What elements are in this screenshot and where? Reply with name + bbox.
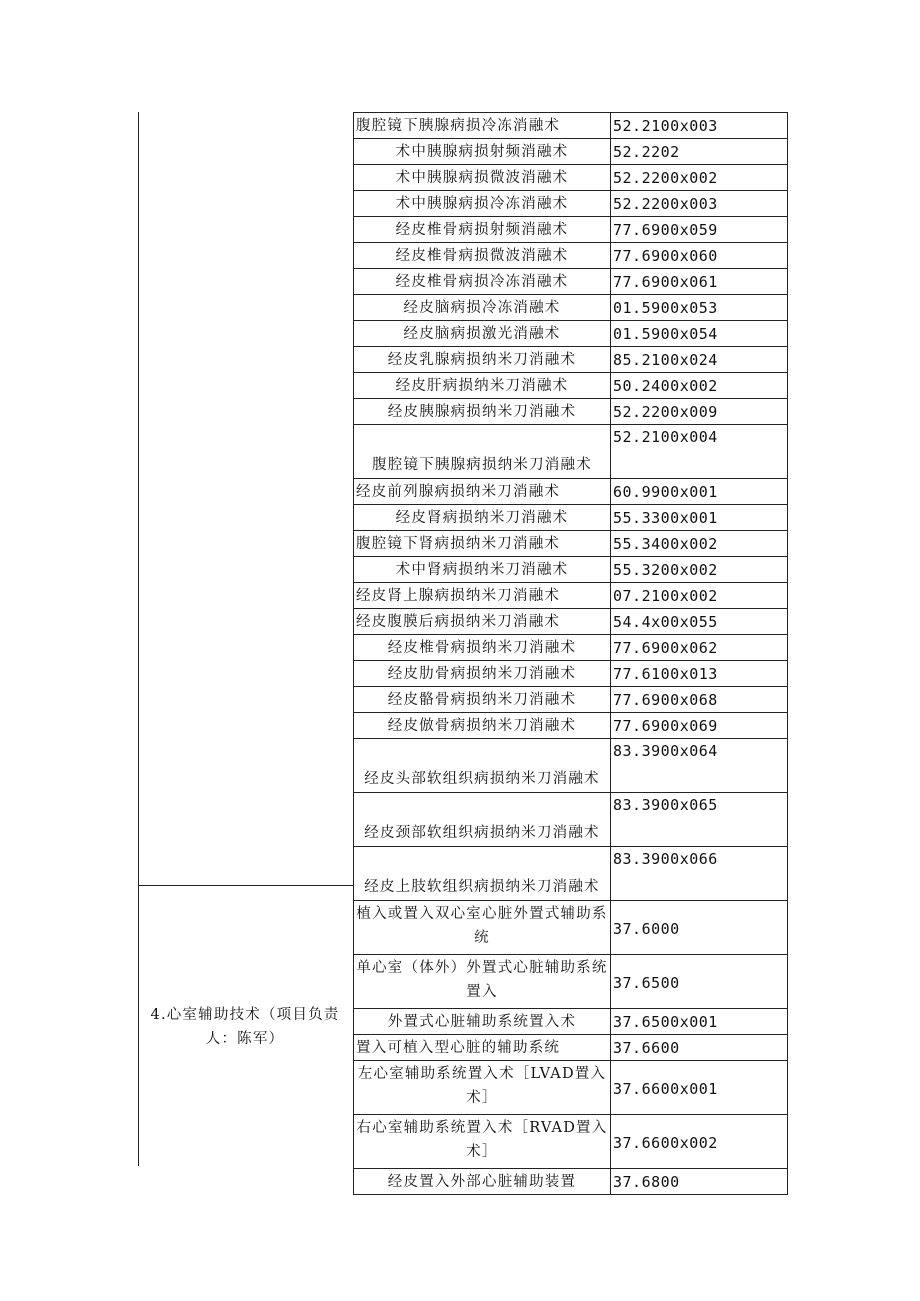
table-row bbox=[354, 425, 788, 479]
procedure-name: 经皮颈部软组织病损纳米刀消融术 bbox=[354, 793, 611, 847]
table-row bbox=[354, 269, 788, 295]
table-row bbox=[354, 191, 788, 217]
procedure-name: 经皮椎骨病损射频消融术 bbox=[354, 217, 611, 243]
procedure-name: 经皮上肢软组织病损纳米刀消融术 bbox=[354, 847, 611, 901]
procedure-code: 37.6800 bbox=[611, 1169, 788, 1195]
procedure-name: 经皮乳腺病损纳米刀消融术 bbox=[354, 347, 611, 373]
table-row bbox=[354, 295, 788, 321]
table-row bbox=[354, 479, 788, 505]
procedure-code: 01.5900x054 bbox=[611, 321, 788, 347]
procedure-name: 经皮脑病损激光消融术 bbox=[354, 321, 611, 347]
table-row bbox=[354, 1115, 788, 1169]
procedure-code: 50.2400x002 bbox=[611, 373, 788, 399]
procedure-code: 55.3200x002 bbox=[611, 557, 788, 583]
procedure-name: 经皮椎骨病损微波消融术 bbox=[354, 243, 611, 269]
procedure-name: 腹腔镜下胰腺病损冷冻消融术 bbox=[354, 113, 611, 139]
procedure-code: 77.6900x060 bbox=[611, 243, 788, 269]
procedure-name: 术中胰腺病损射频消融术 bbox=[354, 139, 611, 165]
procedure-code: 77.6900x068 bbox=[611, 687, 788, 713]
procedure-name: 外置式心脏辅助系统置入术 bbox=[354, 1009, 611, 1035]
table-row bbox=[354, 1009, 788, 1035]
procedure-code: 37.6600x002 bbox=[611, 1115, 788, 1169]
table-row bbox=[354, 793, 788, 847]
table-row bbox=[354, 1169, 788, 1195]
procedure-code: 77.6900x061 bbox=[611, 269, 788, 295]
table-row bbox=[354, 347, 788, 373]
procedure-code: 37.6500x001 bbox=[611, 1009, 788, 1035]
procedure-code: 52.2200x009 bbox=[611, 399, 788, 425]
table-row bbox=[354, 687, 788, 713]
procedure-name: 单心室（体外）外置式心脏辅助系统置入 bbox=[354, 955, 611, 1009]
table-row bbox=[354, 713, 788, 739]
procedure-name: 经皮倣骨病损纳米刀消融术 bbox=[354, 713, 611, 739]
table-row bbox=[354, 609, 788, 635]
table-row bbox=[354, 243, 788, 269]
procedure-name: 经皮胰腺病损纳米刀消融术 bbox=[354, 399, 611, 425]
procedure-code: 52.2202 bbox=[611, 139, 788, 165]
group-divider-line bbox=[138, 885, 353, 886]
procedure-code: 52.2200x002 bbox=[611, 165, 788, 191]
procedure-name: 经皮头部软组织病损纳米刀消融术 bbox=[354, 739, 611, 793]
procedure-table bbox=[353, 112, 788, 1195]
table-row bbox=[354, 583, 788, 609]
procedure-code: 83.3900x064 bbox=[611, 739, 788, 793]
procedure-code: 37.6000 bbox=[611, 901, 788, 955]
procedure-code: 77.6100x013 bbox=[611, 661, 788, 687]
table-row bbox=[354, 847, 788, 901]
procedure-code: 37.6600 bbox=[611, 1035, 788, 1061]
procedure-name: 腹腔镜下肾病损纳米刀消融术 bbox=[354, 531, 611, 557]
procedure-code: 83.3900x066 bbox=[611, 847, 788, 901]
procedure-name: 左心室辅助系统置入术［LVAD置入术］ bbox=[354, 1061, 611, 1115]
procedure-name: 经皮肝病损纳米刀消融术 bbox=[354, 373, 611, 399]
procedure-code: 77.6900x059 bbox=[611, 217, 788, 243]
procedure-name: 经皮置入外部心脏辅助装置 bbox=[354, 1169, 611, 1195]
project-group-label: 4.心室辅助技术（项目负责人：陈军） bbox=[150, 1007, 340, 1047]
procedure-code: 52.2200x003 bbox=[611, 191, 788, 217]
procedure-name: 术中胰腺病损冷冻消融术 bbox=[354, 191, 611, 217]
table-row bbox=[354, 1061, 788, 1115]
table-row bbox=[354, 1035, 788, 1061]
procedure-name: 经皮椎骨病损纳米刀消融术 bbox=[354, 635, 611, 661]
procedure-name: 术中肾病损纳米刀消融术 bbox=[354, 557, 611, 583]
table-row bbox=[354, 373, 788, 399]
table-row bbox=[354, 165, 788, 191]
procedure-code: 77.6900x062 bbox=[611, 635, 788, 661]
procedure-name: 腹腔镜下胰腺病损纳米刀消融术 bbox=[354, 425, 611, 479]
procedure-code: 54.4x00x055 bbox=[611, 609, 788, 635]
table-row bbox=[354, 217, 788, 243]
table-row bbox=[354, 505, 788, 531]
table-row bbox=[354, 739, 788, 793]
table-row bbox=[354, 635, 788, 661]
table-row bbox=[354, 139, 788, 165]
procedure-name: 术中胰腺病损微波消融术 bbox=[354, 165, 611, 191]
procedure-code: 37.6500 bbox=[611, 955, 788, 1009]
procedure-name: 经皮腹膜后病损纳米刀消融术 bbox=[354, 609, 611, 635]
procedure-code: 83.3900x065 bbox=[611, 793, 788, 847]
procedure-code: 07.2100x002 bbox=[611, 583, 788, 609]
procedure-name: 右心室辅助系统置入术［RVAD置入术］ bbox=[354, 1115, 611, 1169]
procedure-code: 01.5900x053 bbox=[611, 295, 788, 321]
table-row bbox=[354, 557, 788, 583]
procedure-name: 经皮肋骨病损纳米刀消融术 bbox=[354, 661, 611, 687]
procedure-code: 52.2100x004 bbox=[611, 425, 788, 479]
table-row bbox=[354, 531, 788, 557]
procedure-name: 经皮肾病损纳米刀消融术 bbox=[354, 505, 611, 531]
procedure-name: 经皮肾上腺病损纳米刀消融术 bbox=[354, 583, 611, 609]
procedure-name: 经皮前列腺病损纳米刀消融术 bbox=[354, 479, 611, 505]
table-row bbox=[354, 901, 788, 955]
procedure-name: 经皮椎骨病损冷冻消融术 bbox=[354, 269, 611, 295]
procedure-name: 经皮脑病损冷冻消融术 bbox=[354, 295, 611, 321]
procedure-code: 55.3300x001 bbox=[611, 505, 788, 531]
procedure-name: 植入或置入双心室心脏外置式辅助系统 bbox=[354, 901, 611, 955]
table-row bbox=[354, 955, 788, 1009]
procedure-code: 60.9900x001 bbox=[611, 479, 788, 505]
procedure-code: 85.2100x024 bbox=[611, 347, 788, 373]
procedure-name: 置入可植入型心脏的辅助系统 bbox=[354, 1035, 611, 1061]
table-row bbox=[354, 113, 788, 139]
procedure-name: 经皮骼骨病损纳米刀消融术 bbox=[354, 687, 611, 713]
procedure-code: 77.6900x069 bbox=[611, 713, 788, 739]
table-row bbox=[354, 321, 788, 347]
procedure-code: 52.2100x003 bbox=[611, 113, 788, 139]
procedure-code: 55.3400x002 bbox=[611, 531, 788, 557]
table-row bbox=[354, 399, 788, 425]
procedure-code: 37.6600x001 bbox=[611, 1061, 788, 1115]
table-row bbox=[354, 661, 788, 687]
